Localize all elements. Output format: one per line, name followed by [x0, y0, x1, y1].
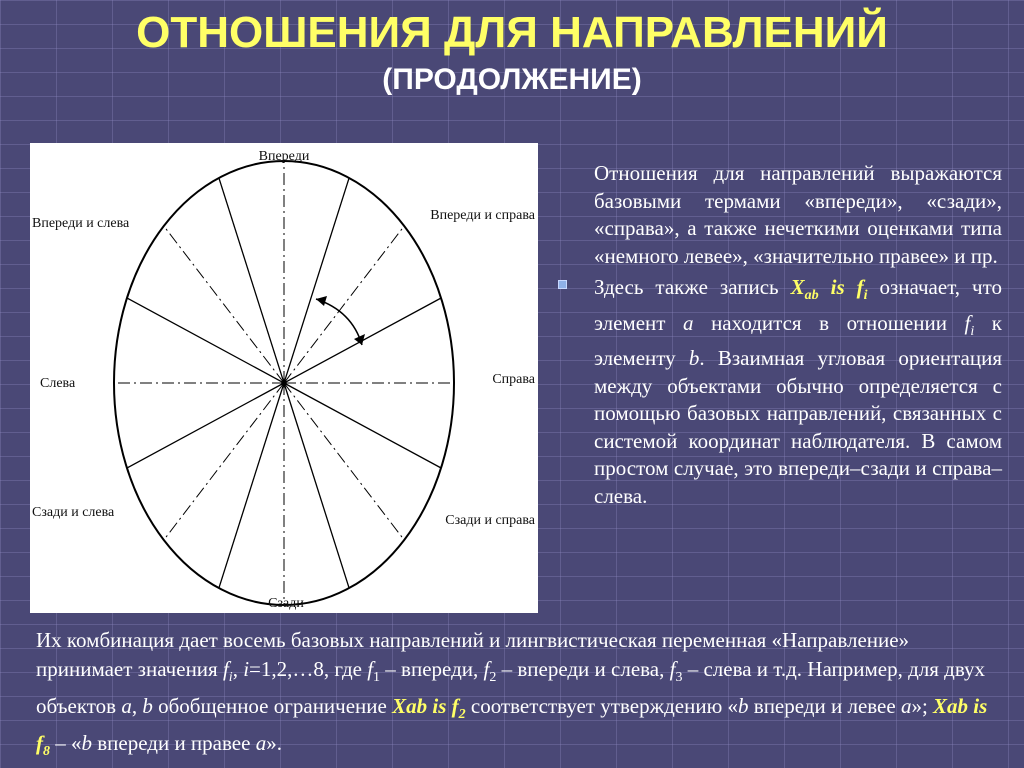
direction-axis-line: [284, 226, 404, 383]
label-back-left: Сзади и слева: [32, 505, 115, 520]
rotation-arrow: [316, 299, 362, 345]
bottom-paragraph: Их комбинация дает восемь базовых направлений и лингвистическая переменная «Направление» принимает значения $f_i$, i=1,2,…8, где $f_1$ – впереди, $f_2$ – впереди и слева, $f_3$ – слева и т.д. Например, для двух объектов a, b обобщенное ограничение Xab is $f_2$ соответствует утверждению «b впереди и левее a»; Xab is $f_8$ – «b впереди и правее a».: [36, 628, 988, 760]
slide-subtitle: (ПРОДОЛЖЕНИЕ): [382, 63, 642, 96]
direction-axis-line: [284, 383, 404, 540]
label-back: Сзади: [268, 596, 304, 611]
rotation-arrow-head-right: [354, 334, 365, 345]
paragraph-1: Отношения для направлений выражаются базовыми термами «впереди», «сзади», «справа», а также нечеткими оценками типа «немного левее», «значительно правее» и пр.: [594, 161, 1002, 268]
direction-diagram: [30, 143, 538, 613]
direction-axis-line: [164, 383, 284, 540]
label-front: Впереди: [258, 149, 310, 164]
label-front-left: Впереди и слева: [32, 216, 130, 231]
formula-x: $X_{ab}$ is $f_i$: [790, 275, 868, 304]
label-left: Слева: [40, 376, 76, 391]
highlight-xab-f2: Xab is $f_2$: [392, 694, 466, 723]
paragraph-2: Здесь также запись $X_{ab}$ is $f_i$ означает, что элемент a находится в отношении $f_i$ к элементу b. Взаимная угловая ориентация между объектами обычно определяется с помощью базовых направлений, связанных с системой координат наблюдателя. В самом простом случае, это впереди–сзади и справа–слева.: [594, 274, 1002, 510]
sector-boundary-line: [284, 178, 349, 383]
label-back-right: Сзади и справа: [445, 513, 535, 528]
description-text: [594, 160, 1002, 510]
sector-boundary-line: [219, 178, 284, 383]
label-front-right: Впереди и справа: [430, 208, 535, 223]
label-right: Справа: [492, 372, 535, 387]
sector-boundary-line: [219, 383, 284, 588]
direction-circle-svg: [30, 143, 538, 613]
direction-axis-line: [164, 226, 284, 383]
slide-title: ОТНОШЕНИЯ ДЛЯ НАПРАВЛЕНИЙ: [136, 8, 888, 57]
bottom-text: [36, 626, 996, 767]
bullet-icon: [558, 280, 567, 289]
rotation-arrow-head-left: [316, 296, 327, 306]
highlight-xab-f8: Xab is $f_8$: [36, 694, 988, 760]
sector-boundary-line: [284, 383, 349, 588]
